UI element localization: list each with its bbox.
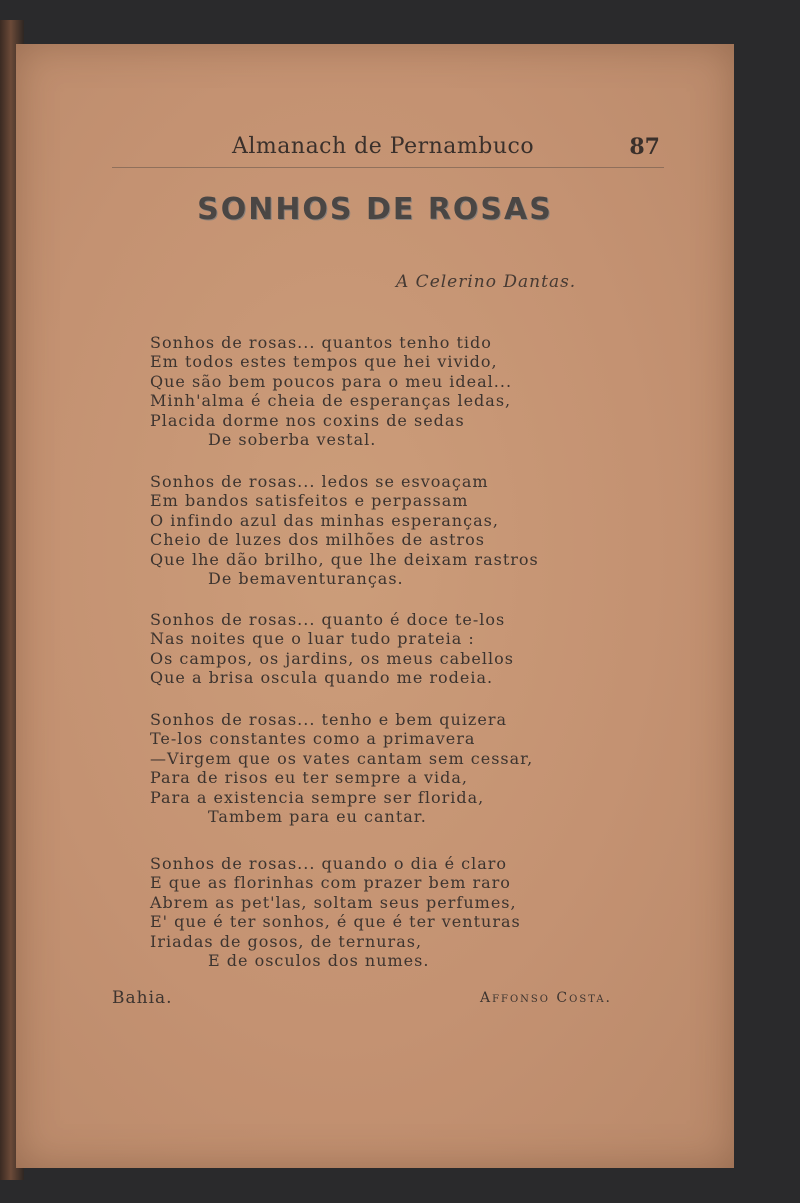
verse-line: —Virgem que os vates cantam sem cessar, (150, 748, 534, 768)
verse-line: Em todos estes tempos que hei vivido, (150, 352, 498, 372)
stanza-3 (150, 610, 620, 688)
verse-line: Iriadas de gosos, de ternuras, (150, 931, 423, 951)
verse-line: Sonhos de rosas... quantos tenho tido (150, 333, 492, 352)
stanza-2 (150, 472, 620, 588)
running-title: Almanach de Pernambuco (232, 134, 535, 159)
verse-line: Sonhos de rosas... ledos se esvoaçam (150, 472, 489, 491)
verse-line: Para de risos eu ter sempre a vida, (150, 768, 468, 788)
verse-line: E de osculos dos numes. (208, 951, 430, 971)
verse-line: Nas noites que o luar tudo prateia : (150, 629, 475, 649)
verse-line: E' que é ter sonhos, é que é ter venturas (150, 912, 521, 932)
verse-line: Tambem para eu cantar. (208, 807, 427, 827)
verse-line: Minh'alma é cheia de esperanças ledas, (150, 391, 512, 411)
page-header (112, 132, 664, 172)
verse-line: Que lhe dão brilho, que lhe deixam rastros (150, 549, 539, 569)
book-page (16, 44, 734, 1168)
verse-line: E que as florinhas com prazer bem raro (150, 873, 511, 893)
verse-line: Cheio de luzes dos milhões de astros (150, 530, 486, 550)
stanza-5 (150, 854, 620, 970)
verse-line: Para a existencia sempre ser florida, (150, 787, 485, 807)
verse-line: De soberba vestal. (208, 430, 377, 450)
verse-line: Sonhos de rosas... tenho e bem quizera (150, 710, 508, 729)
place-signature: Bahia. (112, 988, 173, 1008)
stanza-1 (150, 333, 620, 449)
verse-line: Abrem as pet'las, soltam seus perfumes, (150, 892, 517, 912)
verse-line: Te-los constantes como a primavera (150, 729, 476, 749)
stanza-4 (150, 710, 620, 826)
poem-title: SONHOS DE ROSAS (197, 192, 553, 227)
page-number: 87 (629, 134, 660, 160)
verse-line: Sonhos de rosas... quando o dia é claro (150, 854, 508, 873)
header-rule (112, 167, 664, 168)
verse-line: Sonhos de rosas... quanto é doce te-los (150, 610, 506, 629)
author-signature: Affonso Costa. (480, 990, 612, 1006)
verse-line: O infindo azul das minhas esperanças, (150, 510, 499, 530)
verse-line: Que a brisa oscula quando me rodeia. (150, 668, 494, 688)
verse-line: Que são bem poucos para o meu ideal... (150, 371, 513, 391)
poem-dedication: A Celerino Dantas. (396, 272, 577, 292)
verse-line: De bemaventuranças. (208, 569, 404, 589)
verse-line: Em bandos satisfeitos e perpassam (150, 491, 469, 511)
verse-line: Os campos, os jardins, os meus cabellos (150, 648, 514, 668)
verse-line: Placida dorme nos coxins de sedas (150, 410, 465, 430)
